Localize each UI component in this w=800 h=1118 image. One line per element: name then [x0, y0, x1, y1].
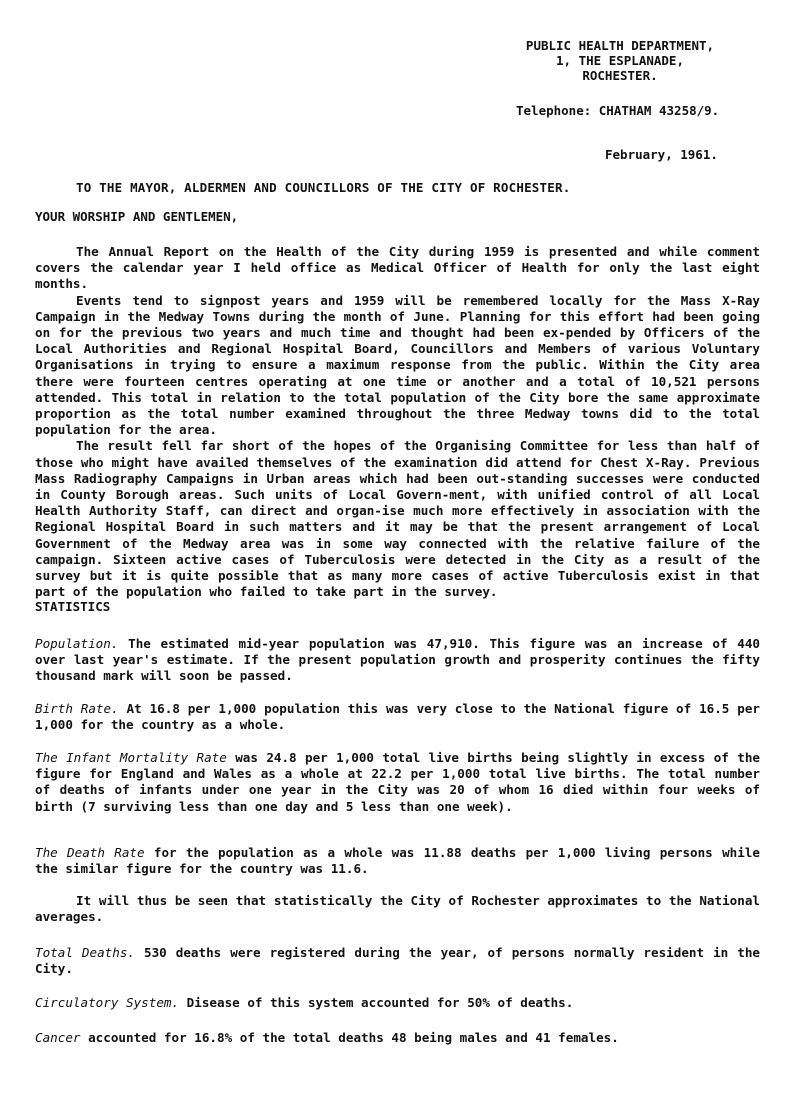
- total-deaths-text: 530 deaths were registered during the year, of persons normally resident in the City.: [35, 945, 760, 977]
- address-line-2: 1, THE ESPLANADE,: [556, 53, 684, 68]
- infant-mortality-label: The Infant Mortality Rate: [35, 750, 227, 765]
- infant-mortality-paragraph: [35, 750, 760, 815]
- total-deaths-label: Total Deaths.: [35, 945, 135, 960]
- death-rate-text: for the population as a whole was 11.88 deaths per 1,000 living persons while the similar figure for the country was 11.6.: [35, 845, 760, 877]
- cancer-label: Cancer: [35, 1030, 81, 1045]
- statistics-heading: STATISTICS: [35, 599, 111, 614]
- cancer-paragraph: [35, 1030, 760, 1046]
- birth-rate-label: Birth Rate.: [35, 701, 119, 716]
- greeting: YOUR WORSHIP AND GENTLEMEN,: [35, 209, 239, 224]
- letter-date: February, 1961.: [605, 147, 718, 162]
- population-text: The estimated mid-year population was 47,910. This figure was an increase of 440 over last year's estimate. If the present population growth and prosperity continues the fifty thousand mark will soon be passed.: [35, 636, 760, 684]
- circulatory-label: Circulatory System.: [35, 995, 180, 1010]
- addressee: TO THE MAYOR, ALDERMEN AND COUNCILLORS OF THE CITY OF ROCHESTER.: [76, 180, 571, 195]
- address-line-1: PUBLIC HEALTH DEPARTMENT,: [525, 38, 715, 53]
- population-paragraph: [35, 636, 760, 685]
- circulatory-text: Disease of this system accounted for 50% of deaths.: [186, 995, 574, 1010]
- intro-section: [35, 244, 760, 600]
- circulatory-paragraph: [35, 995, 760, 1011]
- cancer-text: accounted for 16.8% of the total deaths 48 being males and 41 females.: [88, 1030, 619, 1045]
- infant-mortality-text: was 24.8 per 1,000 total live births being slightly in excess of the figure for England and Wales as a whole at 22.2 per 1,000 total live births. The total number of deaths of infants under one year in the City was 20 of whom 16 died within four weeks of birth (7 surviving less than one day and 5 less than one week).: [35, 750, 760, 814]
- death-rate-label: The Death Rate: [35, 845, 145, 860]
- intro-paragraph-1: The Annual Report on the Health of the City during 1959 is presented and while comment covers the calendar year I held office as Medical Officer of Health for only the last eight months.: [35, 244, 760, 292]
- birth-rate-paragraph: [35, 701, 760, 733]
- death-rate-paragraph: [35, 845, 760, 877]
- population-label: Population.: [35, 636, 119, 651]
- letterhead-address: [520, 38, 720, 83]
- total-deaths-paragraph: [35, 945, 760, 977]
- intro-paragraph-3: The result fell far short of the hopes of the Organising Committee for less than half of those who might have availed themselves of the examination did attend for Chest X-Ray. Previous Mass Radiography Campaigns in Urban areas which had been out-standing successes were conducted in County Borough areas. Such units of Local Govern-ment, with unified control of all Local Health Authority Staff, can direct and organ-ise much more effectively in association with the Regional Hospital Board in such matters and it may be that the present arrangement of Local Government of the Medway area was in some way connected with the relative failure of the campaign. Sixteen active cases of Tuberculosis were detected in the City as a result of the survey but it is quite possible that as many more cases of active Tuberculosis exist in that part of the population who failed to take part in the survey.: [35, 438, 760, 600]
- telephone: Telephone: CHATHAM 43258/9.: [516, 103, 720, 118]
- intro-paragraph-2: Events tend to signpost years and 1959 will be remembered locally for the Mass X-Ray Campaign in the Medway Towns during the month of June. Planning for this effort had been going on for the previous two years and much time and thought had been ex-pended by Officers of the Local Authorities and Regional Hospital Board, Councillors and Members of various Voluntary Organisations in trying to ensure a maximum response from the public. Within the City area there were fourteen centres operating at one time or another and a total of 10,521 persons attended. This total in relation to the total population of the City bore the same approximate proportion as the total number examined throughout the three Medway towns did to the total population for the area.: [35, 292, 760, 438]
- summary-paragraph: It will thus be seen that statistically the City of Rochester approximates to the National averages.: [35, 893, 760, 925]
- address-line-3: ROCHESTER.: [582, 68, 658, 83]
- birth-rate-text: At 16.8 per 1,000 population this was very close to the National figure of 16.5 per 1,000 for the country as a whole.: [35, 701, 760, 733]
